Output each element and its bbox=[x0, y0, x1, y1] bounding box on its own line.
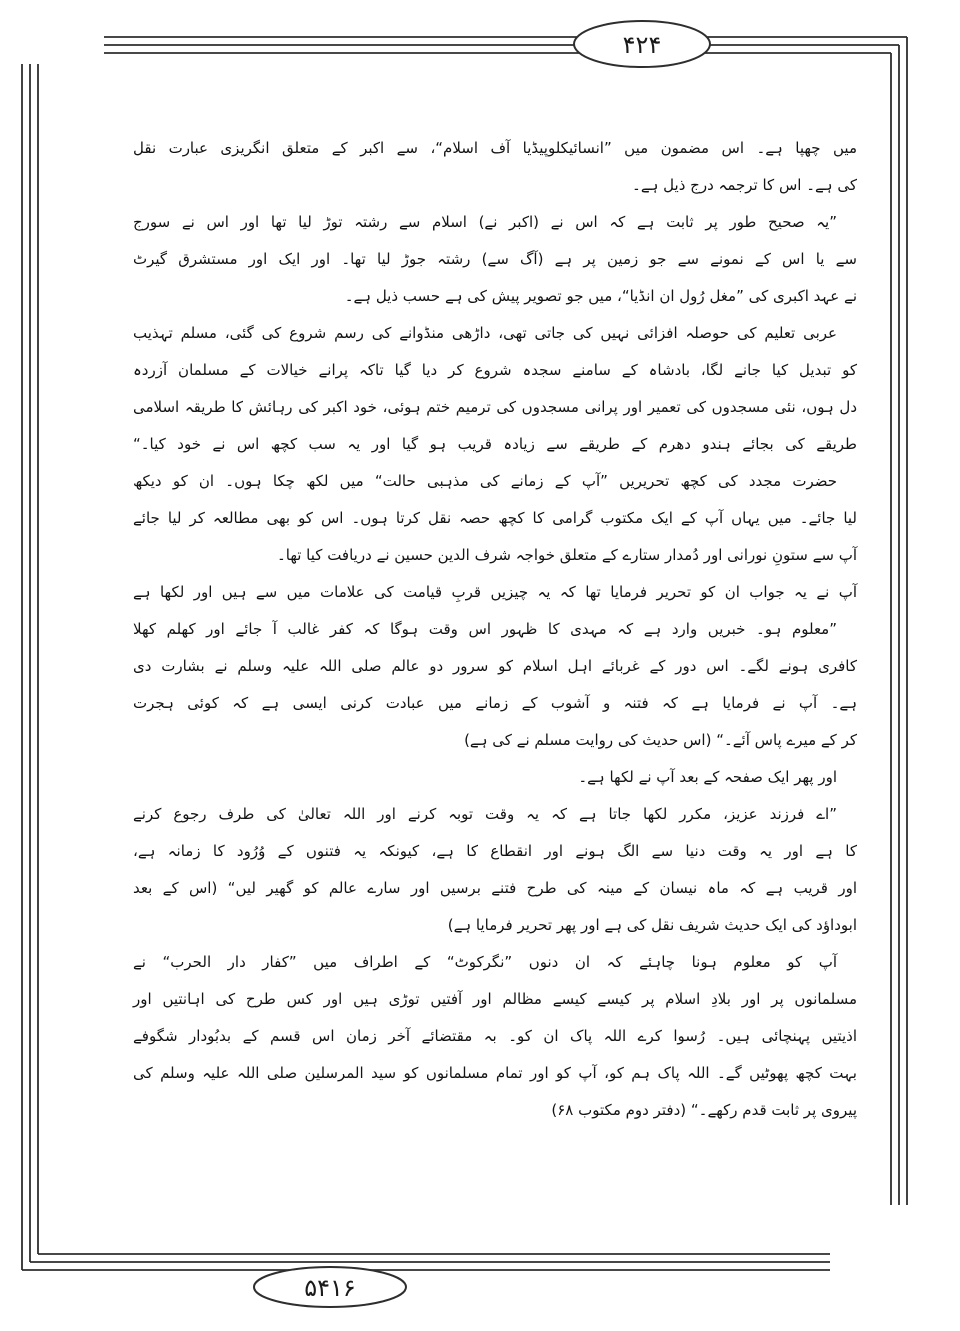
body-line: آپ کو معلوم ہونا چاہئے کہ ان دنوں ”نگرکوٹ“ کے اطراف میں ”کفار دار الحرب“ نے bbox=[133, 953, 837, 971]
body-line: ابوداؤد کی ایک حدیث شریف نقل کی ہے اور پھر تحریر فرمایا ہے) bbox=[447, 916, 857, 934]
body-line: ”معلوم ہو۔ خبریں وارد ہے کہ مہدی کا ظہور اس وقت ہوگا کہ کفر غالب آ جائے اور کھلم کھلا bbox=[133, 620, 837, 638]
footer-page-number: ۵۴۱۶ bbox=[304, 1274, 356, 1302]
frame-right-lines bbox=[891, 37, 907, 1205]
body-line: لیا جائے۔ میں یہاں آپ کے ایک مکتوب گرامی کا کچھ حصہ نقل کرتا ہوں۔ اس کو بھی مطالعہ کر لیا جائے bbox=[133, 509, 857, 527]
body-line: بہت کچھ پھوٹیں گے۔ اللہ پاک ہم کو، آپ کو اور تمام مسلمانوں کو سید المرسلین صلی اللہ علیہ وسلم کی bbox=[133, 1064, 857, 1082]
header-page-number: ۴۲۴ bbox=[622, 31, 662, 59]
body-line: اذیتیں پہنچائی ہیں۔ رُسوا کرے اللہ پاک ان کو۔ بہ مقتضائے آخر زمان اس قسم کے بدبُودار شگوفے bbox=[133, 1027, 857, 1045]
body-line: کر کے میرے پاس آئے۔“ (اس حدیث کی روایت مسلم نے کی ہے) bbox=[464, 731, 857, 749]
text-body bbox=[133, 130, 857, 1129]
body-line: نے عہد اکبری کی ”مغل رُول ان انڈیا“، میں جو تصویر پیش کی ہے حسب ذیل ہے۔ bbox=[344, 287, 857, 305]
body-line: پیروی پر ثابت قدم رکھے۔“ (دفتر دوم مکتوب ۶۸) bbox=[551, 1101, 857, 1119]
body-line: ہے۔ آپ نے فرمایا ہے کہ فتنہ و آشوب کے زمانے میں عبادت کرنی ایسی ہے کہ کوئی ہجرت bbox=[133, 694, 857, 712]
body-line: ”یہ صحیح طور پر ثابت ہے کہ اس نے (اکبر نے) اسلام سے رشتہ توڑ لیا تھا اور اس نے سورج bbox=[133, 213, 837, 231]
body-line: حضرت مجدد کی کچھ تحریریں ”آپ کے زمانے کی مذہبی حالت“ میں لکھ چکا ہوں۔ ان کو دیکھ bbox=[133, 472, 837, 490]
body-line: دل ہوں، نئی مسجدوں کی تعمیر اور پرانی مسجدوں کی ترمیم ختم ہوئی، خود اکبر کی رہائش کا طریقہ اسلامی bbox=[133, 398, 857, 416]
body-line: ”اے فرزند عزیز، مکرر لکھا جاتا ہے کہ یہ وقت توبہ کرنے اور اللہ تعالیٰ کی طرف رجوع کرنے bbox=[133, 805, 837, 823]
frame-left-lines bbox=[22, 64, 38, 1270]
body-line: طریقے کی بجائے ہندو دھرم کے طریقے سے زیادہ قریب ہو گیا اور یہ سب کچھ اس نے خود کیا۔“ bbox=[133, 435, 857, 453]
body-line: اور پھر ایک صفحہ کے بعد آپ نے لکھا ہے۔ bbox=[578, 768, 837, 786]
body-line: آپ سے ستونِ نورانی اور دُمدار ستارے کے متعلق خواجہ شرف الدین حسین نے دریافت کیا تھا۔ bbox=[276, 546, 857, 564]
header-page-number-badge bbox=[574, 21, 710, 67]
body-line: کو تبدیل کیا جانے لگا، بادشاہ کے سامنے سجدہ شروع کر دیا گیا تاکہ پرانے خیالات کے مسلمان آزردہ bbox=[133, 361, 857, 379]
body-line: مسلمانوں پر اور بلادِ اسلام پر کیسے کیسے مظالم اور آفتیں توڑی ہیں اور کس طرح کی اہانتیں اور bbox=[133, 990, 857, 1008]
frame-top-lines bbox=[104, 37, 907, 53]
body-line: اور قریب ہے کہ ماہ نیسان کے مینہ کی طرح فتنے برسیں اور سارے عالم کو گھیر لیں“ (اس کے بعد bbox=[133, 879, 857, 897]
body-line: میں چھپا ہے۔ اس مضمون میں ”انسائیکلوپیڈیا آف اسلام“، سے اکبر کے متعلق انگریزی عبارت نقل bbox=[133, 139, 857, 157]
body-line: سے یا اس کے نمونے سے جو زمین پر ہے (آگ سے) رشتہ جوڑ لیا تھا۔ اور ایک اور مستشرق گیرٹ bbox=[133, 250, 857, 268]
body-line: کافری ہونے لگے۔ اس دور کے غربائے اہل اسلام کو سرور دو عالم صلی اللہ علیہ وسلم نے بشارت دی bbox=[133, 657, 857, 675]
body-line: آپ نے یہ جواب ان کو تحریر فرمایا تھا کہ یہ چیزیں قربِ قیامت کی علامات میں سے ہیں اور لکھا ہے bbox=[133, 583, 857, 601]
body-line: عربی تعلیم کی حوصلہ افزائی نہیں کی جاتی تھی، داڑھی منڈوانے کی رسم شروع کی گئی، مسلم تہذیب bbox=[133, 324, 837, 342]
footer-page-number-badge bbox=[254, 1267, 406, 1307]
frame-bottom-lines bbox=[22, 1254, 830, 1270]
body-line: کا ہے اور یہ وقت دنیا سے الگ ہونے اور انقطاع کا ہے، کیونکہ یہ فتنوں کے وُرُود کا زمانہ ہے، bbox=[133, 842, 857, 860]
body-line: کی ہے۔ اس کا ترجمہ درج ذیل ہے۔ bbox=[632, 176, 857, 194]
